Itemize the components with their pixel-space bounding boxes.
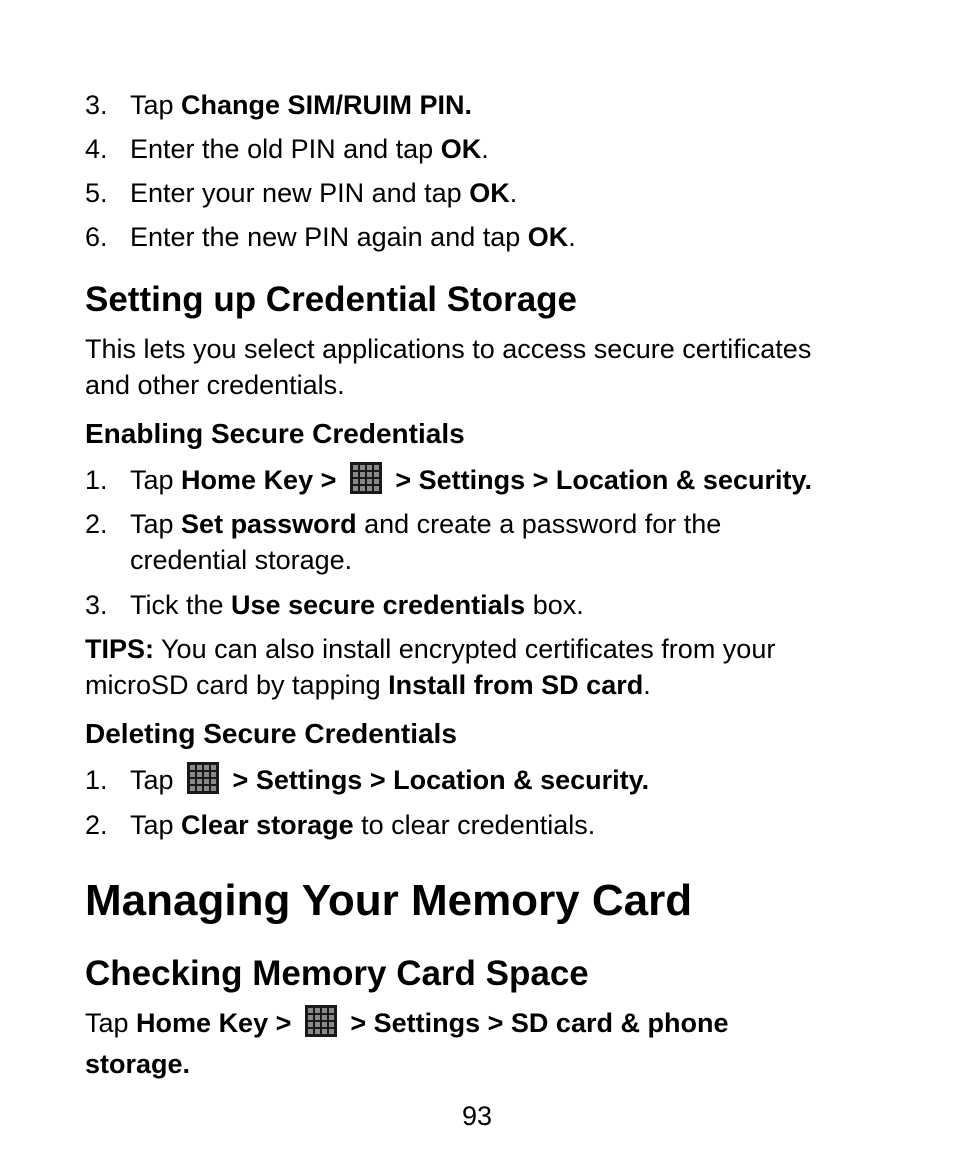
step-number: 2.: [85, 810, 108, 840]
subsection-heading: Enabling Secure Credentials: [85, 418, 465, 449]
step-number: 1.: [85, 765, 108, 795]
subsection-heading: Deleting Secure Credentials: [85, 718, 457, 749]
step-text: Tick the Use secure credentials box.: [130, 590, 584, 620]
apps-grid-icon: [305, 1005, 337, 1046]
chapter-heading: Managing Your Memory Card: [85, 876, 693, 925]
step-text: Tap Clear storage to clear credentials.: [130, 810, 596, 840]
step-text: Enter your new PIN and tap OK.: [130, 178, 518, 208]
section-text: Tap Home Key > > Settings > SD card & phone storage.: [85, 1005, 885, 1082]
step-number: 2.: [85, 509, 108, 539]
step-number: 3.: [85, 90, 108, 120]
step-text: Tap Change SIM/RUIM PIN.: [130, 90, 473, 120]
section-heading: Setting up Credential Storage: [85, 280, 577, 319]
step-number: 4.: [85, 134, 108, 164]
step-number: 5.: [85, 178, 108, 208]
apps-grid-icon: [187, 762, 219, 803]
step-text: Tap Set password and create a password for the credential storage.: [130, 509, 722, 575]
step-text: Enter the new PIN again and tap OK.: [130, 222, 576, 252]
step-number: 6.: [85, 222, 108, 252]
step-text: Enter the old PIN and tap OK.: [130, 134, 489, 164]
tips-note: TIPS: You can also install encrypted certificates from your microSD card by tapping Install from SD card.: [85, 634, 776, 700]
step-text: Tap > Settings > Location & security.: [130, 762, 649, 803]
apps-grid-icon: [350, 462, 382, 503]
section-intro: This lets you select applications to access secure certificates and other credentials.: [85, 334, 812, 400]
step-text: Tap Home Key > > Settings > Location & security.: [130, 462, 812, 503]
step-number: 3.: [85, 590, 108, 620]
page-number: 93: [461, 1101, 493, 1131]
step-number: 1.: [85, 465, 108, 495]
section-heading: Checking Memory Card Space: [85, 954, 589, 993]
